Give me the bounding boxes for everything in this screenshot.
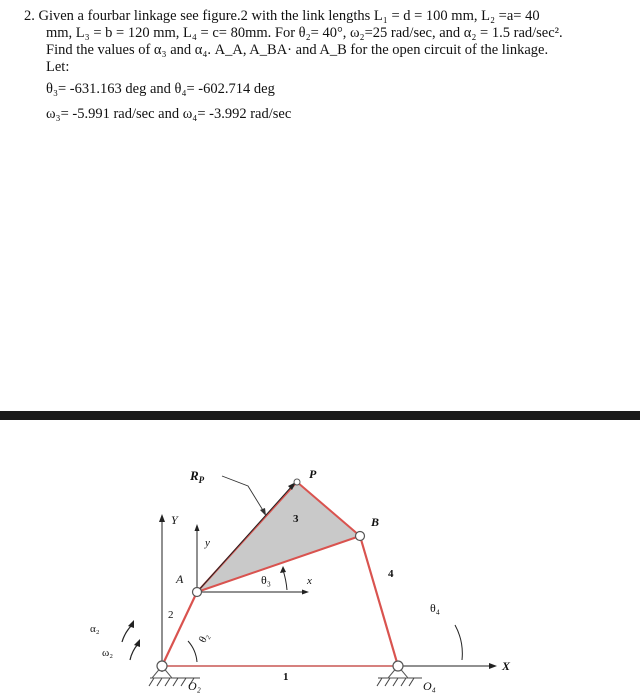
label-y-local: y	[205, 537, 210, 549]
given-theta-values: θ₃= -631.163 deg and θ₄= -602.714 deg	[46, 81, 275, 97]
omega2-arrow	[130, 644, 138, 660]
y-axis-arrow	[159, 514, 165, 522]
local-x-arrow	[302, 590, 309, 595]
problem-line-1: 2. Given a fourbar linkage see figure.2 with the link lengths L₁ = d = 100 mm, L₂ =a= 40	[24, 8, 540, 24]
link-2	[162, 592, 197, 666]
rp-leader	[222, 476, 264, 512]
label-b: B	[371, 515, 380, 529]
label-rp: $R_P$	[190, 468, 205, 485]
label-o2: O₂	[188, 679, 201, 693]
label-link-2: 2	[168, 609, 174, 621]
rp-leader-arrow	[260, 508, 266, 516]
pin-b	[356, 532, 365, 541]
problem-line-3: Find the values of α₃ and α₄. A_A, A_BA· and A_B for the open circuit of the linkage.	[46, 42, 549, 58]
theta2-arc	[188, 641, 197, 662]
pin-a	[193, 588, 202, 597]
given-omega-values: ω₃= -5.991 rad/sec and ω₄= -3.992 rad/sec	[46, 106, 292, 122]
label-x-axis: X	[502, 659, 511, 673]
theta3-arrow	[280, 566, 286, 573]
x-axis-arrow	[489, 663, 497, 669]
label-alpha2: α₂	[90, 623, 100, 635]
label-link-1: 1	[283, 671, 289, 683]
omega2-arrowhead	[134, 639, 140, 647]
problem-statement	[24, 8, 624, 123]
fourbar-figure	[0, 420, 640, 700]
label-link-4: 4	[388, 568, 394, 580]
local-y-arrow	[195, 524, 200, 531]
label-p: P	[309, 467, 317, 481]
label-omega2: ω₂	[102, 647, 114, 659]
problem-line-4: Let:	[46, 59, 70, 75]
problem-line-2: mm, L₃ = b = 120 mm, L₄ = c= 80mm. For θ₂= 40°, ω₂=25 rad/sec, and α₂ = 1.5 rad/sec².	[46, 25, 563, 41]
label-a: A	[176, 572, 184, 586]
label-theta2: θ₂	[196, 631, 212, 645]
pin-o2	[152, 661, 172, 678]
coupler-triangle	[197, 482, 360, 592]
label-link-3: 3	[293, 513, 299, 525]
ground-o4	[377, 678, 422, 686]
label-y-axis: Y	[171, 513, 178, 527]
alpha2-arrowhead	[128, 620, 134, 628]
theta4-arc	[455, 625, 462, 660]
label-theta4: θ₄	[430, 601, 440, 615]
label-o4: O₄	[423, 679, 436, 693]
fourbar-diagram	[0, 420, 640, 700]
pin-o4	[388, 661, 408, 678]
separator-bar	[0, 411, 640, 420]
theta3-arc	[283, 570, 287, 590]
point-p	[294, 479, 300, 485]
alpha2-arrow	[122, 625, 132, 642]
label-x-local: x	[307, 575, 312, 587]
label-theta3: θ₃	[261, 573, 271, 587]
link-4	[360, 536, 398, 666]
